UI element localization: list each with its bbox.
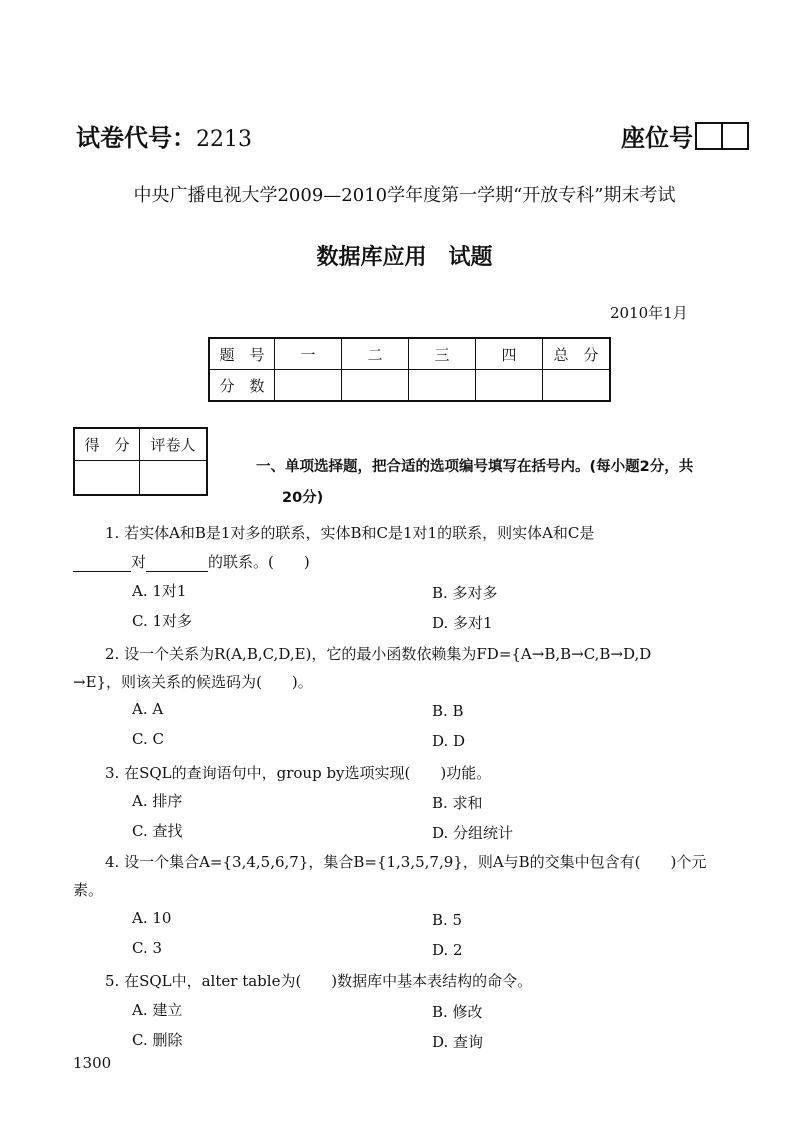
seat-box bbox=[723, 122, 749, 150]
grader-name-entry[interactable] bbox=[140, 461, 208, 496]
score-table bbox=[208, 337, 611, 402]
paper-code bbox=[76, 118, 252, 153]
question-1-cont bbox=[73, 551, 310, 572]
option-c: C. C bbox=[132, 730, 164, 748]
grader-score-entry[interactable] bbox=[74, 461, 140, 496]
score-table-cell: 总 分 bbox=[543, 338, 611, 370]
question-1-text-b: 的联系。( ) bbox=[208, 553, 310, 571]
option-d: D. 2 bbox=[432, 941, 463, 959]
exam-title: 中央广播电视大学2009—2010学年度第一学期“开放专科”期末考试 bbox=[133, 185, 676, 206]
exam-date: 2010年1月 bbox=[610, 304, 688, 322]
paper-code-label: 试卷代号： bbox=[76, 124, 196, 152]
question-4-cont: 素。 bbox=[73, 881, 104, 899]
option-c: C. 3 bbox=[132, 939, 163, 957]
score-table-header-row bbox=[209, 338, 610, 370]
option-c: C. 删除 bbox=[132, 1031, 183, 1049]
question-5: 5. 在SQL中，alter table为( )数据库中基本表结构的命令。 bbox=[105, 972, 533, 990]
question-1: 1. 若实体A和B是1对多的联系，实体B和C是1对1的联系，则实体A和C是 bbox=[105, 524, 595, 542]
question-2-cont: →E}，则该关系的候选码为( )。 bbox=[73, 673, 313, 691]
question-2: 2. 设一个关系为R(A,B,C,D,E)，它的最小函数依赖集为FD={A→B,B→C,B→D,D bbox=[105, 645, 652, 663]
option-a: A. 建立 bbox=[132, 1001, 183, 1019]
option-a: A. 排序 bbox=[132, 792, 183, 810]
option-a: A. A bbox=[132, 700, 164, 718]
subject-title: 数据库应用 试题 bbox=[316, 245, 493, 270]
grader-score-label: 得 分 bbox=[74, 428, 140, 461]
option-a: A. 1对1 bbox=[132, 582, 187, 600]
option-d: D. 分组统计 bbox=[432, 824, 514, 842]
score-table-score-row bbox=[209, 370, 610, 402]
seat-number bbox=[621, 118, 749, 153]
score-table-cell: 二 bbox=[342, 338, 409, 370]
score-table-cell: 题 号 bbox=[209, 338, 275, 370]
page-number: 1300 bbox=[73, 1054, 112, 1072]
grader-name-label: 评卷人 bbox=[140, 428, 208, 461]
section-heading: 一、单项选择题，把合适的选项编号填写在括号内。(每小题2分，共 bbox=[256, 459, 694, 475]
option-c: C. 查找 bbox=[132, 822, 183, 840]
score-table-row-label: 分 数 bbox=[209, 370, 275, 402]
score-entry-cell[interactable] bbox=[342, 370, 409, 402]
score-entry-cell[interactable] bbox=[543, 370, 611, 402]
grader-box bbox=[73, 427, 208, 496]
score-table-cell: 三 bbox=[409, 338, 476, 370]
option-b: B. 多对多 bbox=[432, 584, 498, 602]
score-entry-cell[interactable] bbox=[409, 370, 476, 402]
option-d: D. 查询 bbox=[432, 1033, 484, 1051]
option-d: D. 多对1 bbox=[432, 614, 493, 632]
option-b: B. B bbox=[432, 702, 464, 720]
option-b: B. 求和 bbox=[432, 794, 483, 812]
question-3: 3. 在SQL的查询语句中，group by选项实现( )功能。 bbox=[105, 764, 492, 782]
option-c: C. 1对多 bbox=[132, 612, 193, 630]
question-4: 4. 设一个集合A={3,4,5,6,7}，集合B={1,3,5,7,9}，则A与B的交集中包含有( )个元 bbox=[105, 853, 707, 871]
score-entry-cell[interactable] bbox=[476, 370, 543, 402]
option-b: B. 修改 bbox=[432, 1003, 483, 1021]
answer-blank[interactable] bbox=[146, 553, 208, 572]
option-d: D. D bbox=[432, 732, 466, 750]
question-1-text-a: 对 bbox=[131, 553, 147, 571]
option-b: B. 5 bbox=[432, 911, 463, 929]
section-heading-cont: 20分) bbox=[282, 490, 324, 506]
score-table-cell: 一 bbox=[275, 338, 342, 370]
score-entry-cell[interactable] bbox=[275, 370, 342, 402]
seat-box bbox=[695, 122, 723, 150]
seat-boxes bbox=[695, 122, 749, 150]
option-a: A. 10 bbox=[132, 909, 172, 927]
paper-code-value: 2213 bbox=[196, 127, 252, 152]
seat-label: 座位号 bbox=[621, 124, 693, 152]
score-table-cell: 四 bbox=[476, 338, 543, 370]
answer-blank[interactable] bbox=[73, 553, 131, 572]
